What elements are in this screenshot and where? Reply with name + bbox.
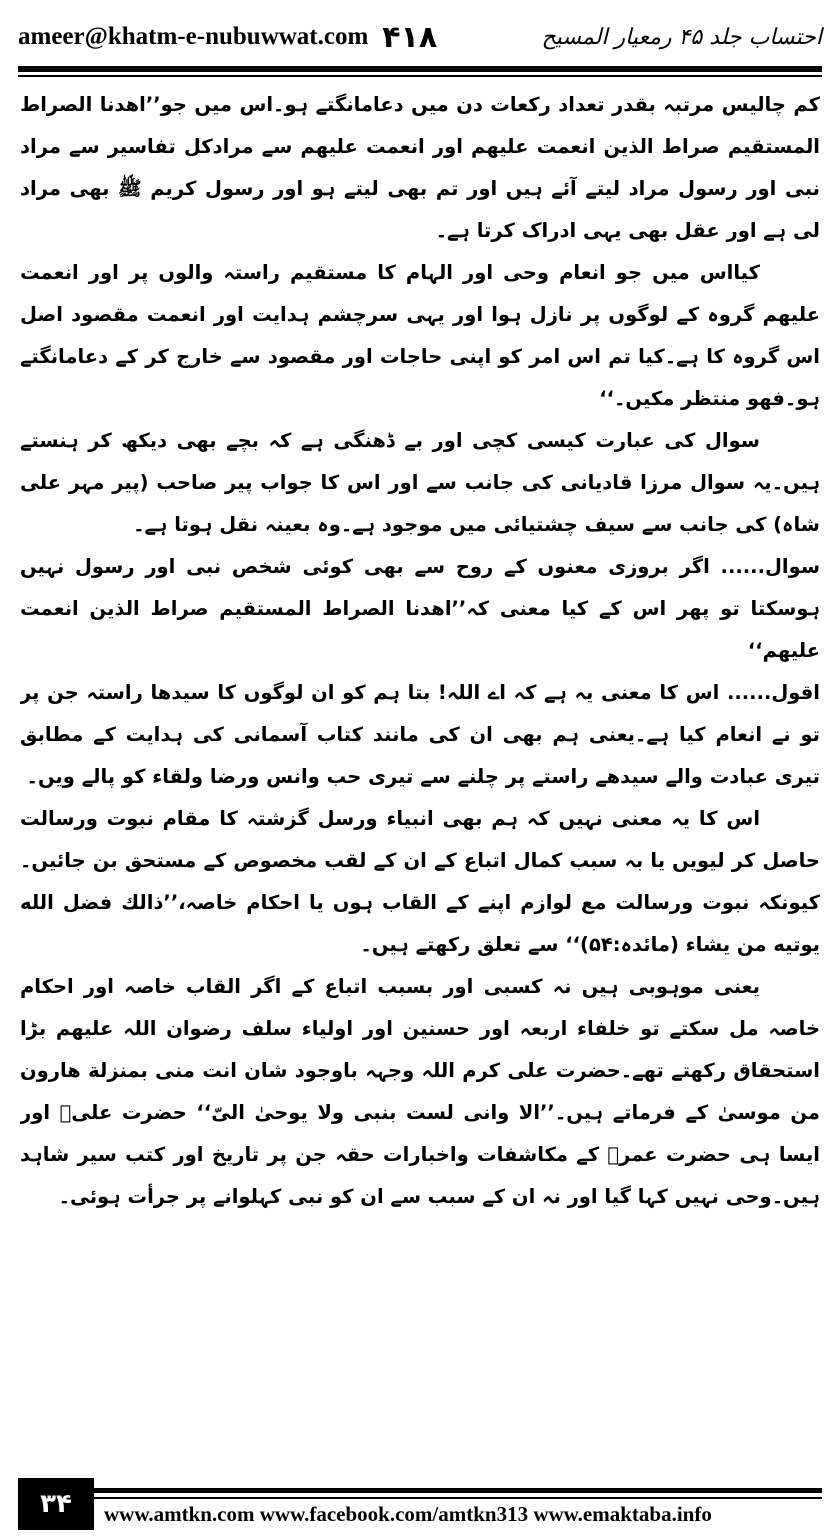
paragraph-4: سوال...... اگر بروزی معنوں کے روح سے بھی کوئی شخص نبی اور رسول نہیں ہوسکتا تو پھر اس کے کیا معنی کہ’’اھدنا الصراط المستقیم صراط الذین انعمت علیهم‘‘ (20, 555, 820, 662)
page-body (20, 84, 820, 1456)
footer-page-number: ۳۴ (18, 1478, 94, 1530)
header-email[interactable]: ameer@khatm-e-nubuwwat.com (18, 23, 369, 50)
paragraph-5: اقول...... اس کا معنی یہ ہے کہ اے اللہ! بتا ہم کو ان لوگوں کا سیدھا راستہ جن پر تو نے انعام کیا ہے۔یعنی ہم بھی ان کی مانند کتاب آسمانی کی ہدایت کے مطابق تیری عبادت والے سیدھے راستے پر چلنے سے تیری حب وانس ورضا ولقاء کو پالے ویں۔ (20, 681, 820, 788)
page-header (18, 12, 822, 62)
header-page-number: ۴۱۸ (382, 19, 438, 55)
footer-links[interactable]: www.amtkn.com www.facebook.com/amtkn313 www.emaktaba.info (104, 1502, 712, 1526)
footer-rule-thin (18, 1497, 822, 1499)
header-rule-thick (18, 66, 822, 72)
paragraph-3: سوال کی عبارت کیسی کچی اور بے ڈھنگی ہے کہ بچے بھی دیکھ کر ہنستے ہیں۔یہ سوال مرزا قادیانی کی جانب سے اور اس کا جواب پیر صاحب (پیر مہر علی شاہ) کی جانب سے سیف چشتیائی میں موجود ہے۔وہ بعینہ نقل ہوتا ہے۔ (20, 429, 820, 536)
paragraph-1: کم چالیس مرتبہ بقدر تعداد رکعات دن میں دعامانگتے ہو۔اس میں جو’’اھدنا الصراط المستقیم صراط الذین انعمت علیهم اور انعمت علیهم سے مرادکل تفاسیر سے مراد نبی اور رسول مراد لیتے آئے ہیں اور تم بھی لیتے ہو اور رسول کریم ﷺ بھی مراد لی ہے اور عقل بھی یہی ادراک کرتا ہے۔ (20, 93, 820, 242)
header-left (18, 20, 437, 55)
page-footer (18, 1488, 822, 1530)
paragraph-6: اس کا یہ معنی نہیں کہ ہم بھی انبیاء ورسل گزشتہ کا مقام نبوت ورسالت حاصل کر لیویں یا بہ سبب کمال اتباع کے ان کے لقب مخصوص کے مستحق بن جائیں۔کیونکہ نبوت ورسالت مع لوازم اپنے کے القاب ہوں یا احکام خاصہ،’’ذالك فضل الله يوتيه من يشاء (مائدہ:۵۴)‘‘ سے تعلق رکھتے ہیں۔ (20, 807, 820, 956)
paragraph-7: یعنی موہوبی ہیں نہ کسبی اور بسبب اتباع کے اگر القاب خاصہ اور احکام خاصہ مل سکتے تو خلفاء اربعہ اور حسنین اور اولیاء سلف رضوان اللہ علیهم بڑا استحقاق رکھتے تھے۔حضرت علی کرم اللہ وجہہ باوجود شان انت منی بمنزلة هارون من موسیٰ کے فرماتے ہیں۔’’الا وانی لست بنبی ولا یوحیٰ الیّ‘‘ حضرت علیؓ اور ایسا ہی حضرت عمرؓ کے مکاشفات واخبارات حقہ جن پر تاریخ اور کتب سیر شاہد ہیں۔وحی نہیں کہا گیا اور نہ ان کے سبب سے ان کو نبی کہلوانے پر جرأت ہوئی۔ (20, 975, 820, 1208)
running-title: احتساب جلد ۴۵ رمعیار المسیح (541, 24, 822, 50)
paragraph-2: کیااس میں جو انعام وحی اور الہام کا مستقیم راستہ والوں پر اور انعمت علیهم گروہ کے لوگوں پر نازل ہوا اور یہی سرچشم ہدایت اور انعمت مقصود اصل اس گروہ کا ہے۔کیا تم اس امر کو اپنی حاجات اور مقصود سے خارج کر کے دعامانگتے ہو۔فهو منتظر مکیں۔‘‘ (20, 261, 820, 410)
header-rule-thin (18, 75, 822, 77)
footer-rule-thick (18, 1488, 822, 1493)
